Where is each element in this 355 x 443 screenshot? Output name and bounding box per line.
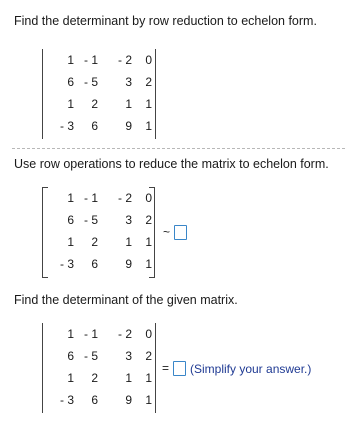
problem-instruction: Find the determinant by row reduction to echelon form. <box>14 14 317 28</box>
determinant-bar-left <box>42 49 43 139</box>
matrix-cell: 1 <box>125 97 132 111</box>
matrix-cell: 1 <box>67 53 74 67</box>
matrix-cell: 9 <box>125 393 132 407</box>
matrix-cell: 9 <box>125 257 132 271</box>
echelon-answer-input[interactable] <box>174 225 187 240</box>
matrix-cell: 2 <box>145 75 152 89</box>
row-equivalent-symbol: ~ <box>163 225 171 239</box>
matrix-cell: 1 <box>67 235 74 249</box>
determinant-matrix <box>42 323 157 415</box>
matrix-cell: 6 <box>67 213 74 227</box>
step1-instruction: Use row operations to reduce the matrix to echelon form. <box>14 157 329 171</box>
matrix-cell: 1 <box>145 393 152 407</box>
matrix-cell: 2 <box>145 349 152 363</box>
matrix-cell: - 2 <box>117 327 132 341</box>
matrix-cell: 2 <box>145 213 152 227</box>
matrix-cell: 0 <box>145 53 152 67</box>
matrix-cell: 0 <box>145 191 152 205</box>
matrix-cell: 1 <box>125 371 132 385</box>
matrix-cell: 6 <box>67 349 74 363</box>
matrix-cell: 6 <box>91 393 98 407</box>
simplify-hint: (Simplify your answer.) <box>190 362 312 376</box>
matrix-cell: - 2 <box>117 53 132 67</box>
matrix-cell: - 5 <box>83 349 98 363</box>
bracket-left <box>42 187 48 278</box>
matrix-cell: 1 <box>67 191 74 205</box>
matrix-cell: 1 <box>67 97 74 111</box>
matrix-cell: 2 <box>91 97 98 111</box>
matrix-cell: - 5 <box>83 213 98 227</box>
matrix-cell: - 2 <box>117 191 132 205</box>
equals-sign: = <box>162 361 170 375</box>
matrix-cell: 1 <box>67 371 74 385</box>
matrix-cell: 0 <box>145 327 152 341</box>
step2-instruction: Find the determinant of the given matrix. <box>14 293 238 307</box>
matrix-cell: 3 <box>125 213 132 227</box>
matrix-cell: - 1 <box>83 191 98 205</box>
matrix-cell: 3 <box>125 75 132 89</box>
matrix-cell: 9 <box>125 119 132 133</box>
determinant-bar-right <box>155 323 156 413</box>
matrix-cell: 1 <box>145 119 152 133</box>
matrix-cell: 3 <box>125 349 132 363</box>
matrix-cell: - 1 <box>83 327 98 341</box>
given-matrix <box>42 49 157 141</box>
matrix-cell: - 3 <box>59 393 74 407</box>
matrix-cell: 6 <box>91 257 98 271</box>
determinant-bar-left <box>42 323 43 413</box>
matrix-cell: 2 <box>91 371 98 385</box>
section-divider <box>12 148 345 149</box>
matrix-cell: 1 <box>145 257 152 271</box>
matrix-cell: - 3 <box>59 119 74 133</box>
matrix-cell: - 1 <box>83 53 98 67</box>
matrix-cell: 1 <box>145 97 152 111</box>
matrix-cell: 6 <box>91 119 98 133</box>
matrix-cell: 1 <box>125 235 132 249</box>
determinant-bar-right <box>155 49 156 139</box>
matrix-cell: 1 <box>145 235 152 249</box>
matrix-cell: 1 <box>67 327 74 341</box>
determinant-answer-input[interactable] <box>173 361 186 376</box>
matrix-cell: - 5 <box>83 75 98 89</box>
matrix-cell: 1 <box>145 371 152 385</box>
matrix-cell: - 3 <box>59 257 74 271</box>
matrix-cell: 6 <box>67 75 74 89</box>
echelon-matrix <box>42 187 157 279</box>
matrix-cell: 2 <box>91 235 98 249</box>
